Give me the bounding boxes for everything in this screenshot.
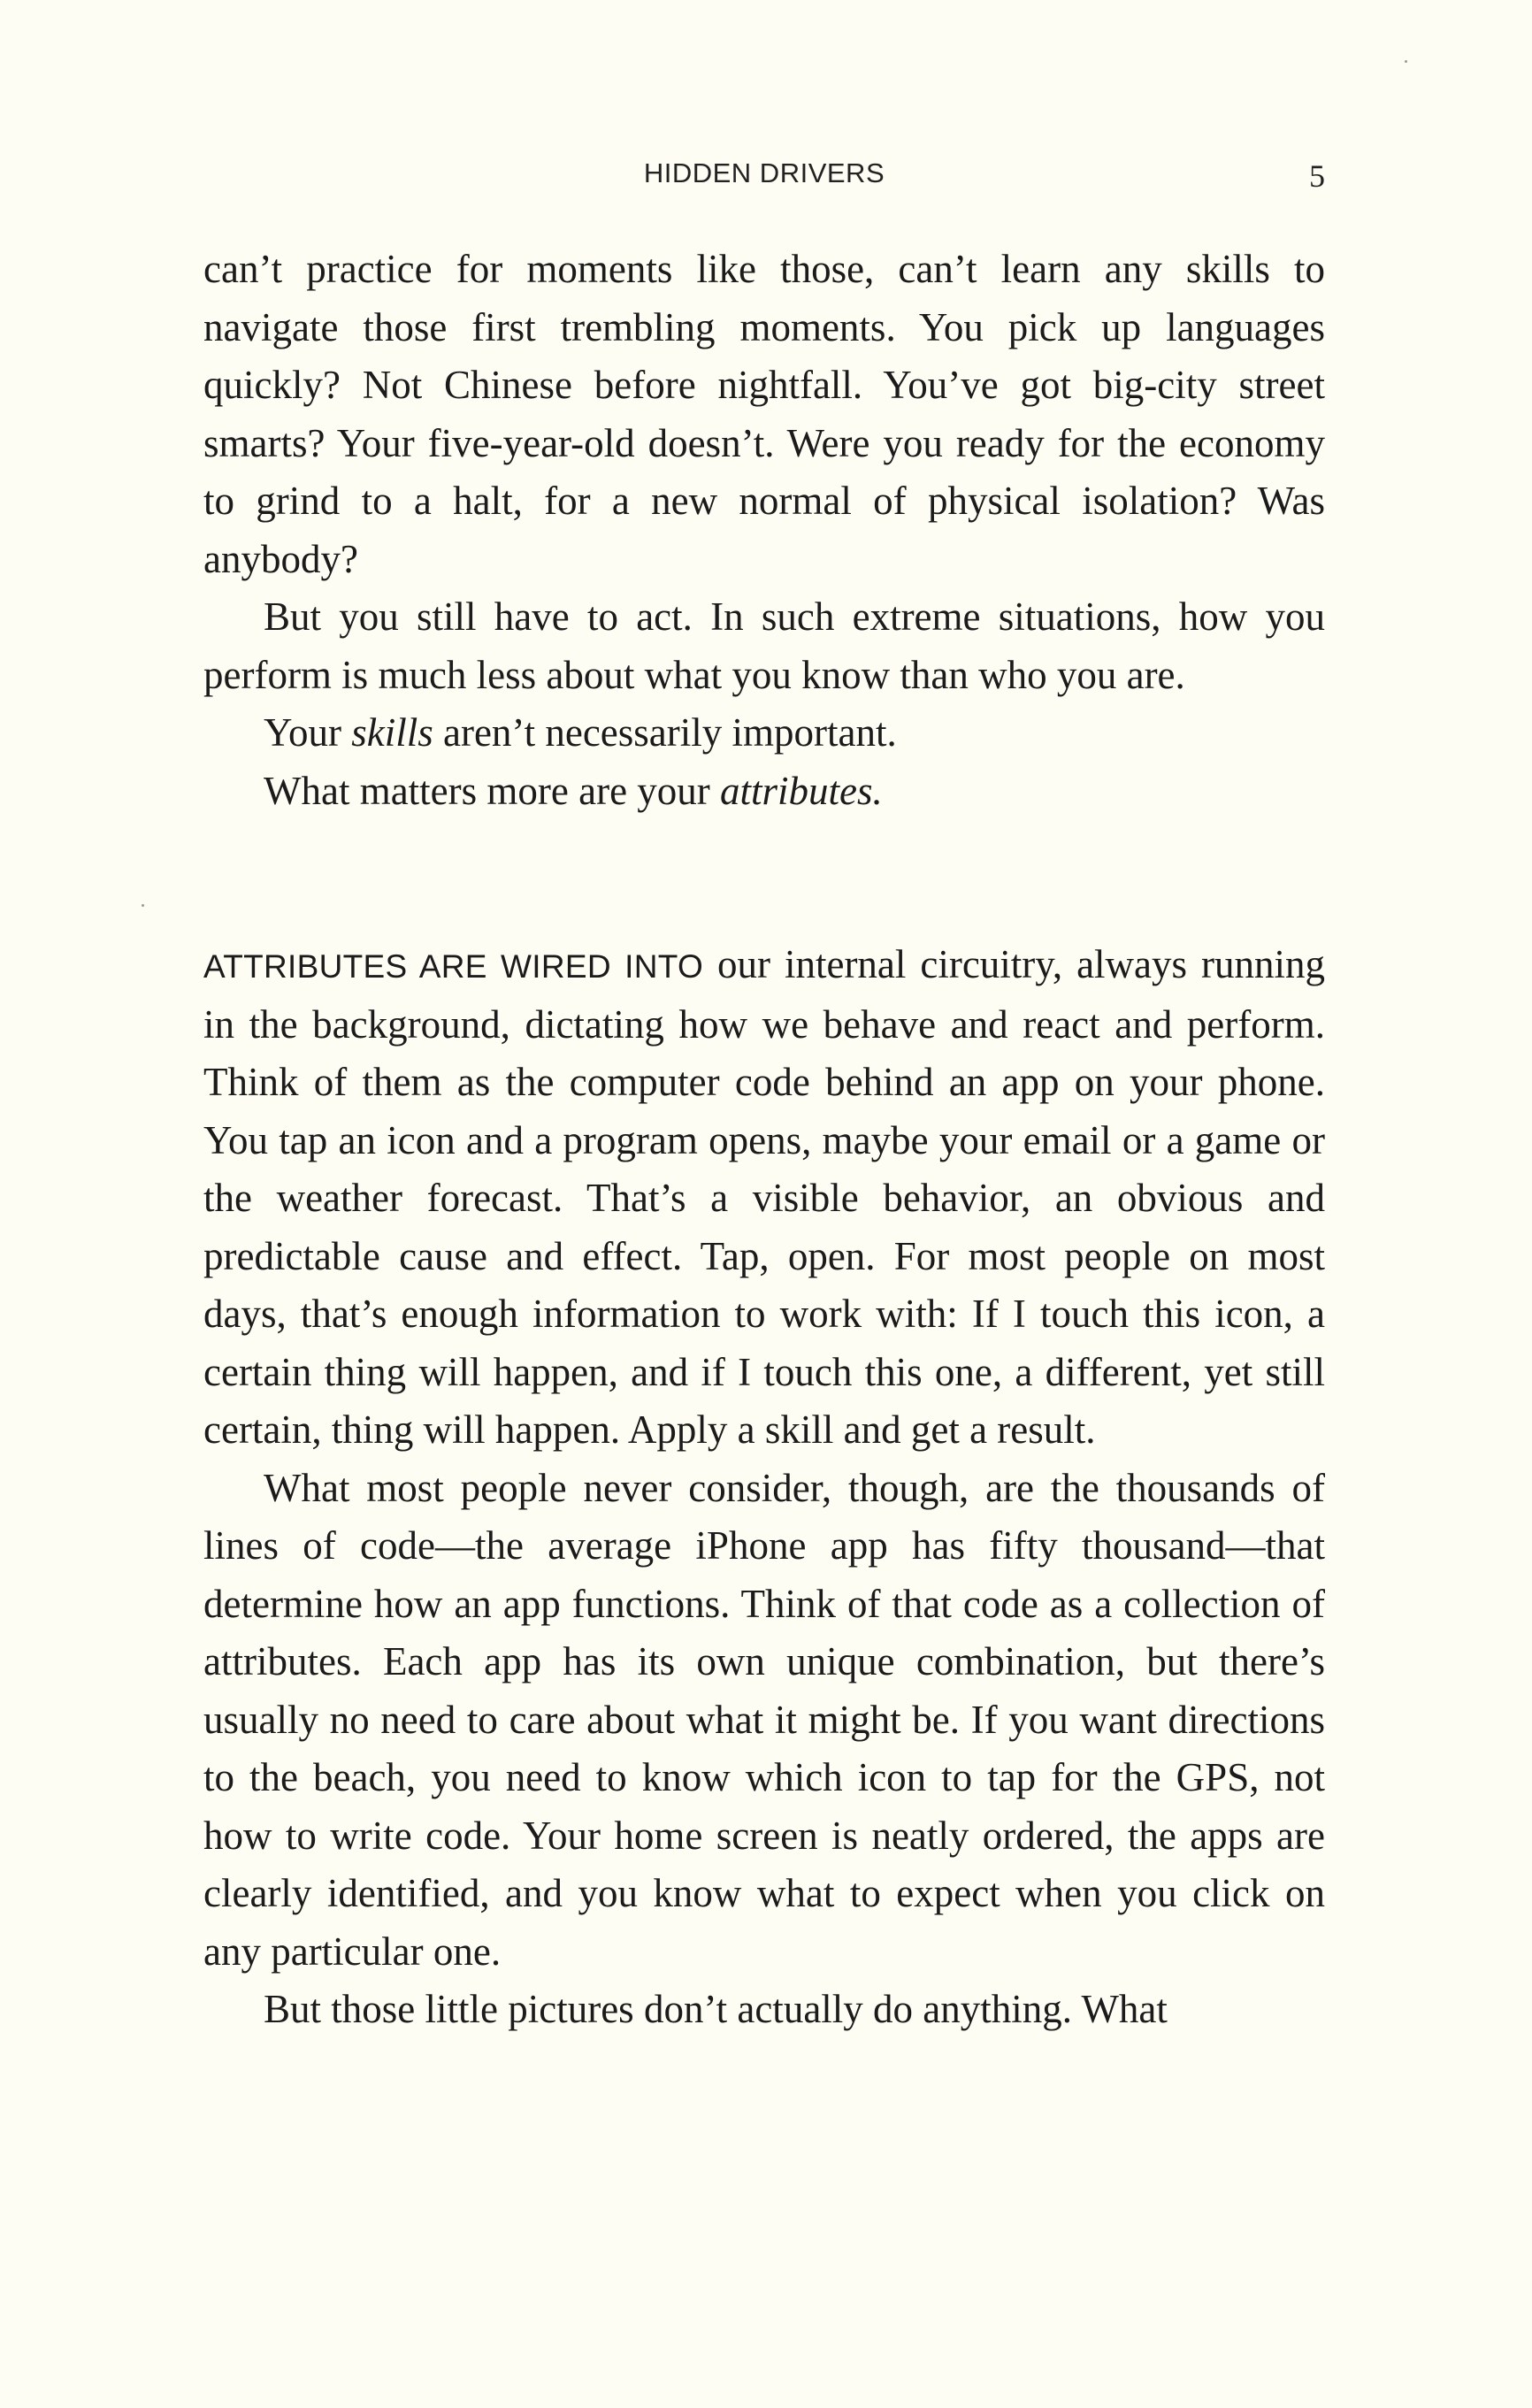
paragraph-7: But those little pictures don’t actually do anything. What [264, 1987, 1168, 2031]
paragraph-5-text: our internal circuitry, always running in the background, dictating how we behave and react and perform. Think of them as the computer code behind an app on your phone. You tap an icon and a program opens, maybe your email or a game or the weather forecast. That’s a visible behavior, an obvious and predictable cause and effect. Tap, open. For most people on most days, that’s enough information to work with: If I touch this icon, a certain thing will happen, and if I touch this one, a different, yet still certain, thing will happen. Apply a skill and get a result. [203, 942, 1325, 1452]
paragraph-3 [203, 704, 1325, 763]
paragraph-3-emphasis: skills [351, 710, 433, 755]
body-text [203, 241, 1325, 2039]
paragraph-4-text-a: What matters more are your [264, 768, 721, 813]
paper-speck [1405, 60, 1407, 63]
paragraph-1: can’t practice for moments like those, can’t learn any skills to navigate those first trembling moments. You pick up languages quickly? Not Chinese before nightfall. You’ve got big-city street smarts? Your five-year-old doesn’t. Were you ready for the economy to grind to a halt, for a new normal of physical isolation? Was anybody? [203, 247, 1325, 581]
paragraph-2: But you still have to act. In such extreme situations, how you perform is much less about what you know than who you are. [203, 594, 1325, 697]
running-head [203, 157, 1325, 202]
paper-speck [142, 904, 144, 907]
page-number: 5 [1309, 158, 1325, 194]
paragraph-6: What most people never consider, though, are the thousands of lines of code—the average iPhone app has fifty thousand—that determine how an app functions. Think of that code as a collection of attributes. Each app has its own unique combination, but there’s usually no need to care about what it might be. If you want directions to the beach, you need to know which icon to tap for the GPS, not how to write code. Your home screen is neatly ordered, the apps are clearly identified, and you know what to expect when you click on any particular one. [203, 1465, 1325, 1974]
section-lead-in: ATTRIBUTES ARE WIRED INTO [203, 948, 704, 985]
paragraph-4 [203, 763, 1325, 821]
paragraph-3-text-b: aren’t necessarily important. [433, 710, 897, 755]
paragraph-3-text-a: Your [264, 710, 352, 755]
running-title: HIDDEN DRIVERS [643, 157, 885, 188]
paragraph-5 [203, 936, 1325, 1460]
paragraph-4-emphasis: attributes. [720, 768, 883, 813]
section-break [203, 820, 1325, 936]
